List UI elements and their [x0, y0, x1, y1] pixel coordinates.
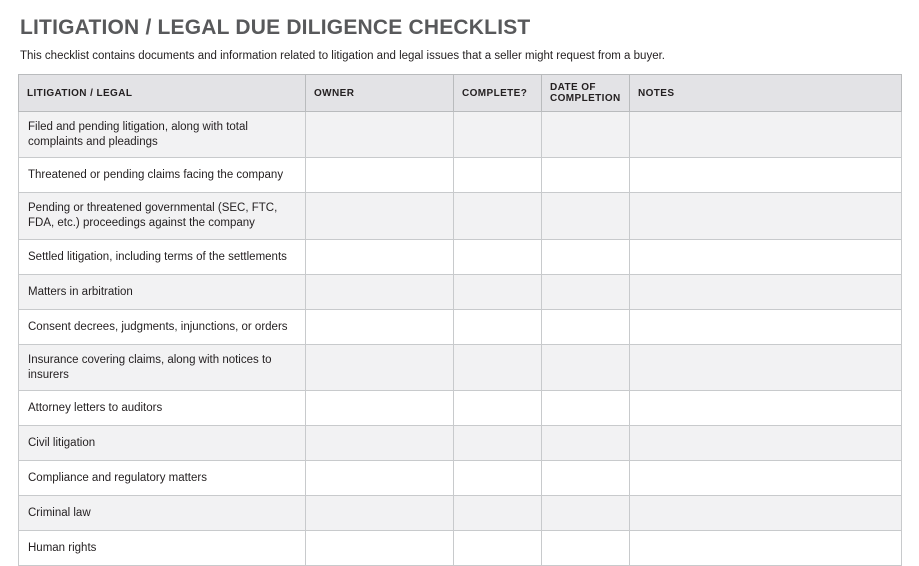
checklist-item-label: Insurance covering claims, along with notices to insurers: [19, 344, 306, 390]
cell-complete[interactable]: [454, 391, 542, 426]
checklist-item-label: Filed and pending litigation, along with total complaints and pleadings: [19, 112, 306, 158]
checklist-item-label: Matters in arbitration: [19, 274, 306, 309]
column-header-notes: NOTES: [630, 75, 902, 112]
cell-complete[interactable]: [454, 344, 542, 390]
table-row: [19, 391, 902, 426]
cell-complete[interactable]: [454, 531, 542, 566]
cell-complete[interactable]: [454, 112, 542, 158]
checklist-item-label: Human rights: [19, 531, 306, 566]
checklist-item-label: Consent decrees, judgments, injunctions, or orders: [19, 309, 306, 344]
cell-notes[interactable]: [630, 158, 902, 193]
page-subtitle: This checklist contains documents and information related to litigation and legal issues that a seller might request from a buyer.: [20, 50, 665, 63]
cell-owner[interactable]: [306, 391, 454, 426]
cell-notes[interactable]: [630, 274, 902, 309]
cell-owner[interactable]: [306, 158, 454, 193]
table-row: [19, 193, 902, 239]
table-row: [19, 426, 902, 461]
cell-date[interactable]: [542, 391, 630, 426]
cell-owner[interactable]: [306, 461, 454, 496]
cell-date[interactable]: [542, 309, 630, 344]
checklist-item-label: Threatened or pending claims facing the company: [19, 158, 306, 193]
cell-owner[interactable]: [306, 193, 454, 239]
column-header-owner: OWNER: [306, 75, 454, 112]
page-title: LITIGATION / LEGAL DUE DILIGENCE CHECKLIST: [20, 16, 531, 39]
column-header-item: LITIGATION / LEGAL: [19, 75, 306, 112]
cell-date[interactable]: [542, 193, 630, 239]
table-row: [19, 496, 902, 531]
cell-date[interactable]: [542, 239, 630, 274]
column-header-date-of-completion: DATE OF COMPLETION: [542, 75, 630, 112]
cell-notes[interactable]: [630, 531, 902, 566]
cell-date[interactable]: [542, 274, 630, 309]
cell-date[interactable]: [542, 426, 630, 461]
cell-complete[interactable]: [454, 158, 542, 193]
cell-notes[interactable]: [630, 344, 902, 390]
cell-notes[interactable]: [630, 426, 902, 461]
cell-owner[interactable]: [306, 344, 454, 390]
cell-notes[interactable]: [630, 112, 902, 158]
cell-owner[interactable]: [306, 426, 454, 461]
cell-complete[interactable]: [454, 274, 542, 309]
cell-complete[interactable]: [454, 193, 542, 239]
cell-owner[interactable]: [306, 496, 454, 531]
cell-owner[interactable]: [306, 274, 454, 309]
table-row: [19, 531, 902, 566]
cell-notes[interactable]: [630, 496, 902, 531]
table-header: [19, 75, 902, 112]
checklist-item-label: Attorney letters to auditors: [19, 391, 306, 426]
table-row: [19, 344, 902, 390]
litigation-legal-checklist-table: [18, 74, 902, 566]
cell-notes[interactable]: [630, 239, 902, 274]
cell-complete[interactable]: [454, 239, 542, 274]
checklist-item-label: Pending or threatened governmental (SEC, FTC, FDA, etc.) proceedings against the company: [19, 193, 306, 239]
checklist-item-label: Criminal law: [19, 496, 306, 531]
cell-complete[interactable]: [454, 309, 542, 344]
table-row: [19, 112, 902, 158]
table-row: [19, 274, 902, 309]
checklist-item-label: Settled litigation, including terms of the settlements: [19, 239, 306, 274]
table-body: [19, 112, 902, 566]
cell-notes[interactable]: [630, 309, 902, 344]
cell-date[interactable]: [542, 496, 630, 531]
table-row: [19, 461, 902, 496]
cell-owner[interactable]: [306, 531, 454, 566]
cell-date[interactable]: [542, 531, 630, 566]
cell-date[interactable]: [542, 112, 630, 158]
cell-notes[interactable]: [630, 391, 902, 426]
cell-owner[interactable]: [306, 239, 454, 274]
cell-date[interactable]: [542, 461, 630, 496]
cell-owner[interactable]: [306, 309, 454, 344]
cell-date[interactable]: [542, 158, 630, 193]
cell-complete[interactable]: [454, 496, 542, 531]
checklist-item-label: Compliance and regulatory matters: [19, 461, 306, 496]
cell-owner[interactable]: [306, 112, 454, 158]
cell-complete[interactable]: [454, 426, 542, 461]
cell-notes[interactable]: [630, 193, 902, 239]
cell-complete[interactable]: [454, 461, 542, 496]
cell-date[interactable]: [542, 344, 630, 390]
table-row: [19, 239, 902, 274]
table-row: [19, 309, 902, 344]
table-row: [19, 158, 902, 193]
checklist-item-label: Civil litigation: [19, 426, 306, 461]
cell-notes[interactable]: [630, 461, 902, 496]
table-header-row: [19, 75, 902, 112]
column-header-complete: COMPLETE?: [454, 75, 542, 112]
